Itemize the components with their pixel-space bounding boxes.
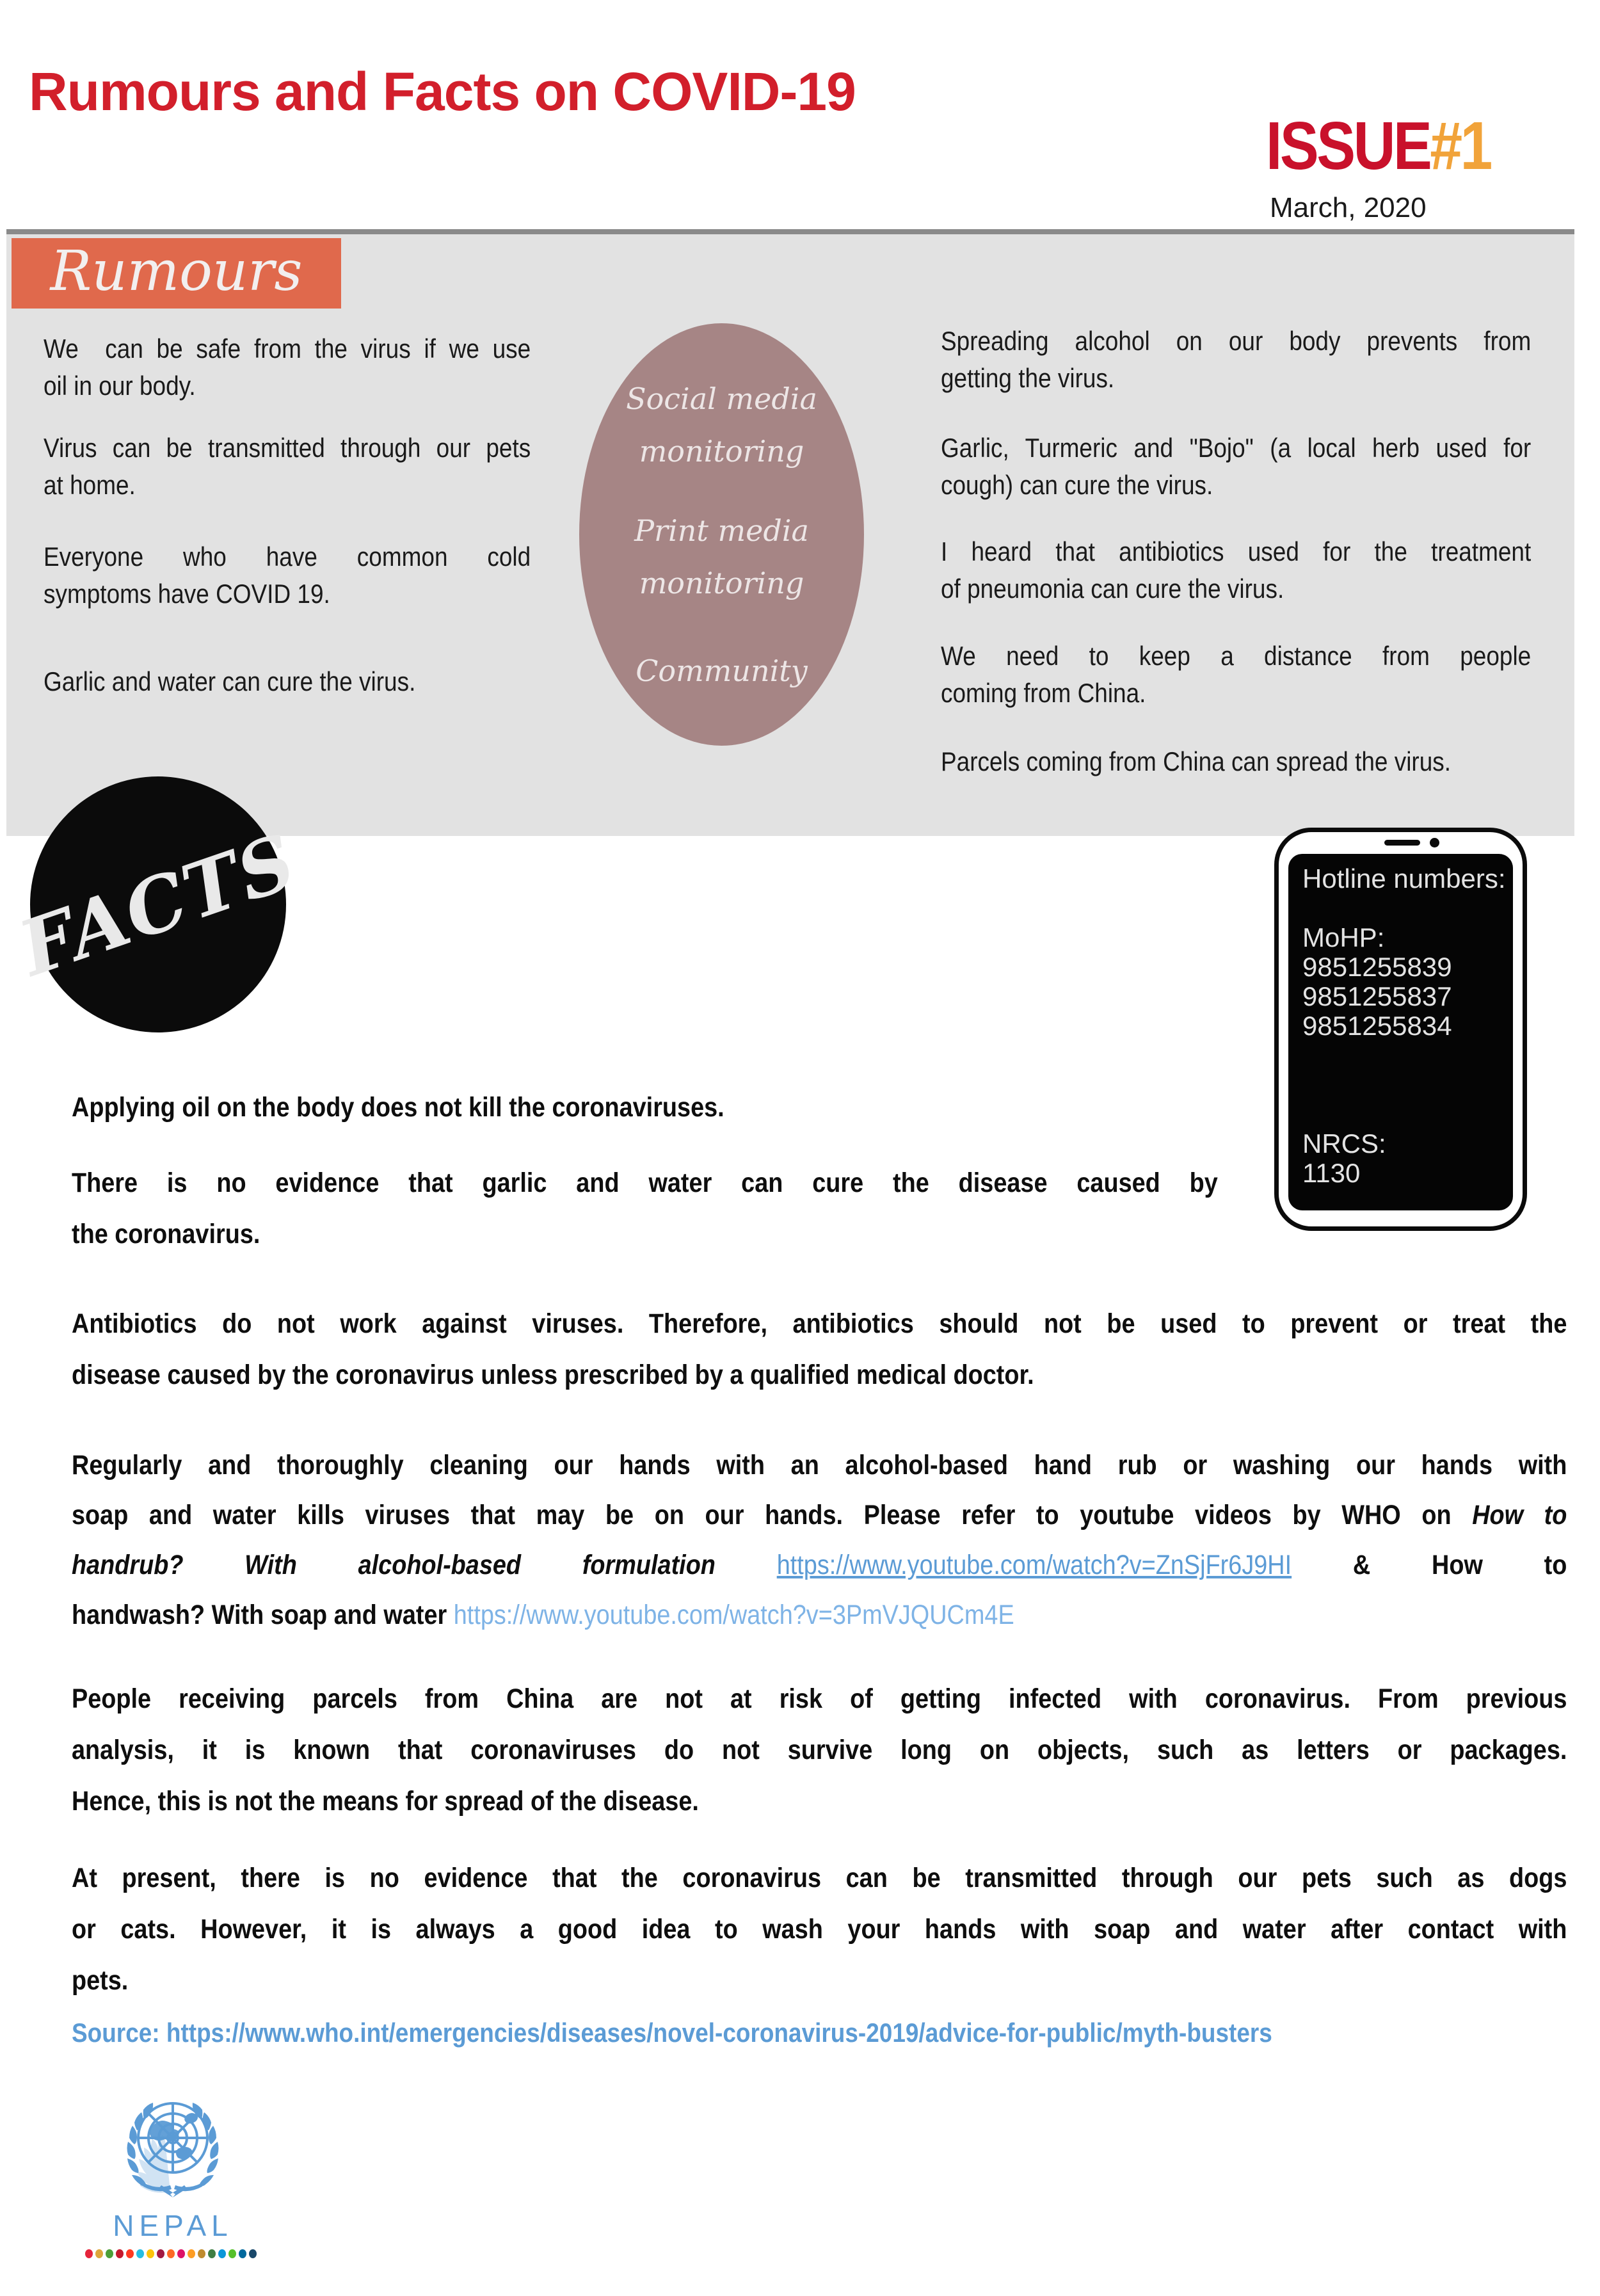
fact-antibiotics: Antibiotics do not work against viruses. Therefore, antibiotics should not be used to prevent or treat the disease caused by the coronavirus unless prescribed by a qualified medical doctor.	[72, 1308, 1567, 1390]
rumour-item-garlic-water: Garlic and water can cure the virus.	[44, 666, 416, 696]
phone-camera-icon	[1430, 838, 1439, 847]
un-emblem-icon	[102, 2088, 243, 2203]
page-title: Rumours and Facts on COVID-19	[29, 61, 856, 122]
youtube-link[interactable]: https://www.youtube.com/watch?v=ZnSjFr6J9HI	[776, 1550, 1292, 1580]
header-divider	[6, 229, 1574, 234]
rumours-banner	[12, 238, 341, 309]
monitoring-sources-circle: Social media monitoring Print media monitoring Community	[579, 323, 864, 746]
phone-speaker-icon	[1384, 840, 1420, 846]
fact-garlic-water: There is no evidence that garlic and water can cure the disease caused by the coronavirus.	[72, 1168, 1218, 1249]
issue-date: March, 2020	[1270, 192, 1427, 223]
sdg-dot	[177, 2249, 185, 2258]
sdg-dot	[167, 2249, 175, 2258]
sdg-dot	[147, 2249, 154, 2258]
rumour-item-antibiotics: I heard that antibiotics used for the treatment of pneumonia can cure the virus.	[941, 536, 1532, 604]
hotline-numbers-nrcs: NRCS: 1130	[1302, 1128, 1386, 1188]
fact-parcels: People receiving parcels from China are not at risk of getting infected with coronavirus. From previous analysis, it is known that coronaviruses do not survive long on objects, such as letters or packages. Hence, this is not the means for spread of the disease.	[72, 1683, 1567, 1817]
sdg-dot	[198, 2249, 205, 2258]
hotline-phone-graphic	[1274, 828, 1527, 1231]
sdg-dot	[116, 2249, 124, 2258]
sdg-dot	[188, 2249, 195, 2258]
rumour-item-cold-symptoms: Everyone who have common cold symptoms have COVID 19.	[44, 542, 531, 609]
rumours-section	[6, 234, 1574, 836]
youtube-link[interactable]: https://www.youtube.com/watch?v=3PmVJQUCm4E	[453, 1600, 1014, 1630]
sdg-dot	[249, 2249, 257, 2258]
sdg-dot	[85, 2249, 93, 2258]
facts-badge	[8, 776, 308, 1032]
rumours-banner-label: Rumours	[50, 239, 303, 303]
fact-oil: Applying oil on the body does not kill the coronaviruses.	[72, 1092, 724, 1123]
rumour-item-parcels: Parcels coming from China can spread the virus.	[941, 746, 1452, 776]
source-link[interactable]: Source: https://www.who.int/emergencies/diseases/novel-coronavirus-2019/advice-for-public/myth-busters	[72, 2018, 1272, 2048]
sdg-dot	[208, 2249, 216, 2258]
rumour-item-oil: We can be safe from the virus if we use oil in our body.	[44, 333, 531, 401]
hotline-numbers-mohp: Hotline numbers: MoHP: 9851255839 9851255837 9851255834	[1302, 863, 1506, 1041]
sdg-dot	[136, 2249, 144, 2258]
sdg-dot	[218, 2249, 226, 2258]
issue-number: #1	[1430, 108, 1491, 184]
rumour-item-bojo: Garlic, Turmeric and "Bojo" (a local herb used for cough) can cure the virus.	[941, 433, 1532, 500]
issue-word: ISSUE	[1266, 108, 1430, 184]
un-country-label: NEPAL	[113, 2209, 233, 2242]
sdg-dot	[126, 2249, 134, 2258]
rumour-item-pets: Virus can be transmitted through our pets at home.	[44, 433, 531, 500]
phone-screen	[1288, 854, 1513, 1210]
sdg-dot	[239, 2249, 246, 2258]
sdg-dot	[95, 2249, 103, 2258]
sdg-color-dots	[85, 2249, 257, 2258]
rumour-item-distance-china: We need to keep a distance from people coming from China.	[941, 641, 1532, 708]
fact-pets: At present, there is no evidence that the coronavirus can be transmitted through our pets such as dogs or cats. However, it is always a good idea to wash your hands with soap and water after contact with pets.	[72, 1863, 1567, 1996]
issue-badge	[1266, 108, 1491, 185]
facts-badge-label: FACTS	[8, 815, 308, 993]
fact-hand-washing: Regularly and thoroughly cleaning our hands with an alcohol-based hand rub or washing our hands with soap and water kills viruses that may be on our hands. Please refer to youtube videos by WHO on How to handrub? With alcohol-based formulation https://www.youtube.com/watch?v=ZnSjFr6J9HI & How to handwash? With soap and water https://www.youtube.com/watch?v=3PmVJQUCm4E	[72, 1450, 1567, 1630]
sdg-dot	[106, 2249, 113, 2258]
sdg-dot	[228, 2249, 236, 2258]
sdg-dot	[157, 2249, 164, 2258]
rumour-item-alcohol: Spreading alcohol on our body prevents from getting the virus.	[941, 326, 1532, 393]
